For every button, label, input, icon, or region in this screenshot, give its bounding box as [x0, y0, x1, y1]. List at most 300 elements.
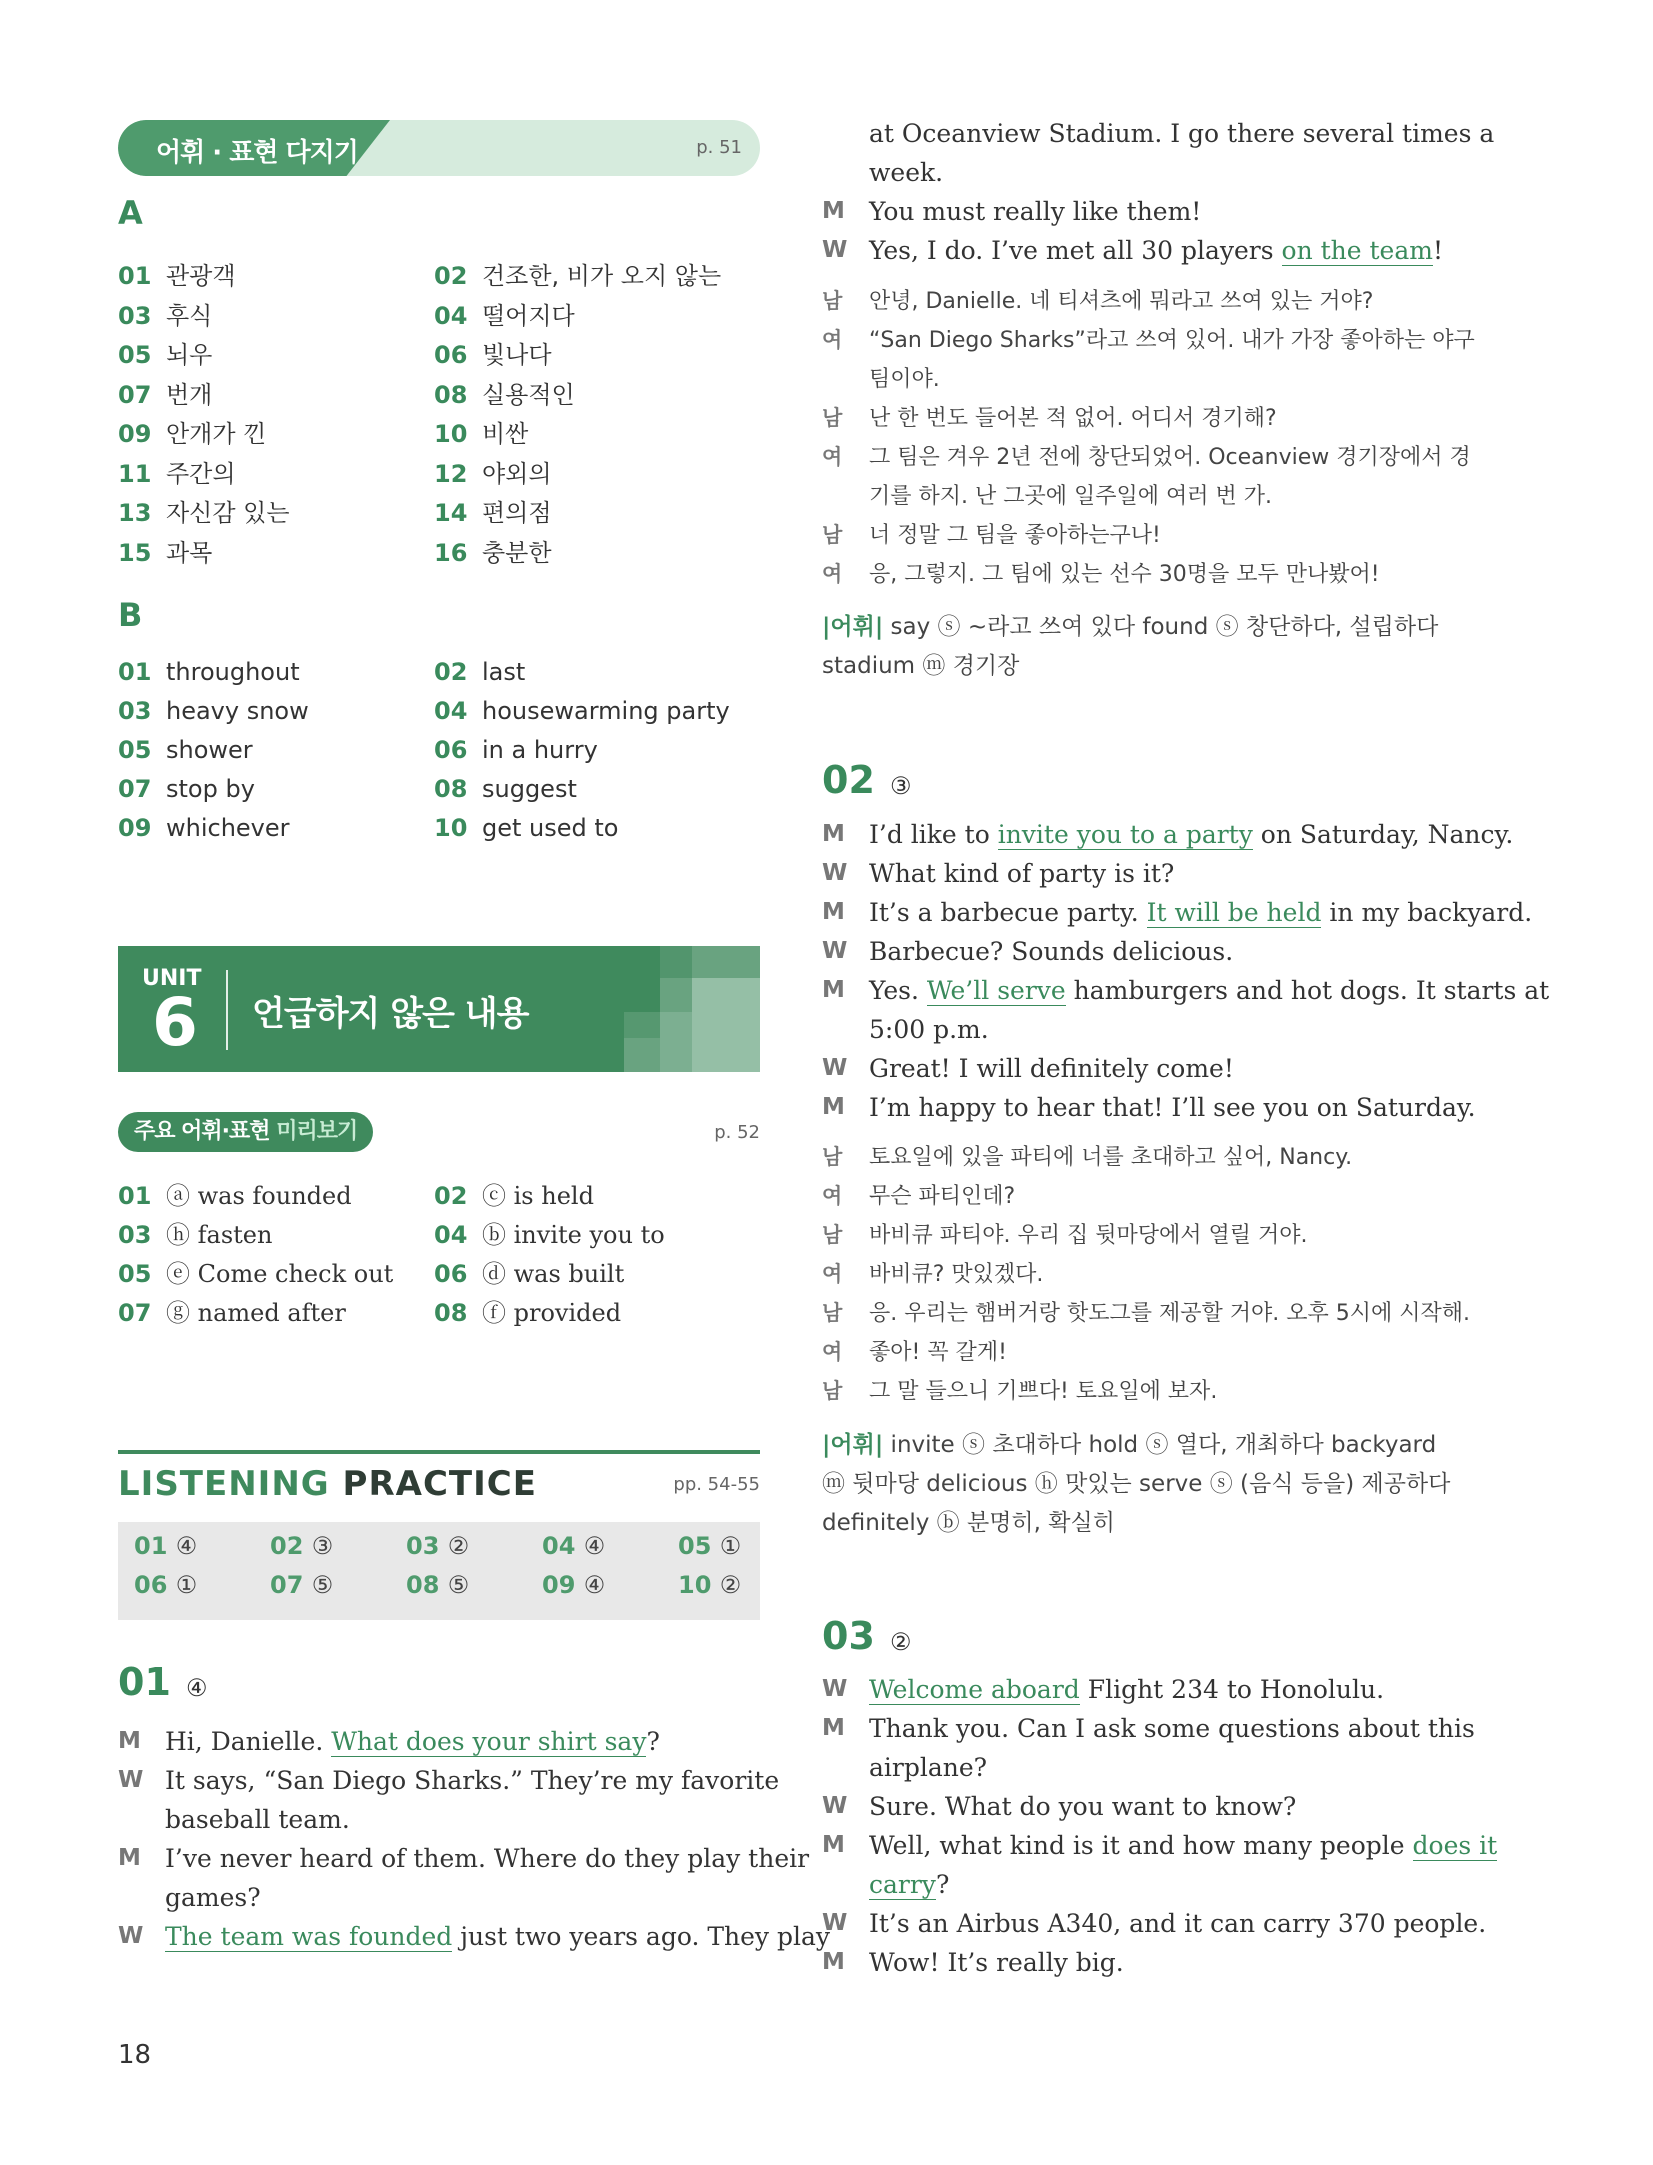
- list-item: [434, 697, 730, 725]
- answer-key-item: [542, 1532, 605, 1560]
- text-segment: !: [1432, 236, 1444, 265]
- item-number: 08: [434, 1299, 468, 1327]
- list-item: [434, 533, 552, 568]
- list-item: [434, 658, 525, 686]
- speaker-label: W: [822, 938, 848, 964]
- item-number: 13: [118, 499, 152, 527]
- item-text: 야외의: [482, 459, 552, 488]
- list-item: [118, 454, 236, 489]
- text-segment: Wow! It’s really big.: [869, 1948, 1124, 1977]
- answer-number: 05: [678, 1532, 720, 1560]
- line-text: 팀이야.: [869, 367, 940, 392]
- text-segment: just two years ago. They play: [452, 1922, 831, 1951]
- line-text: 바비큐? 맛있겠다.: [869, 1262, 1044, 1287]
- line-text: [869, 1748, 987, 1787]
- text-segment: It’s an Airbus A340, and it can carry 370 people.: [869, 1909, 1487, 1938]
- answer-choice: ④: [175, 1532, 198, 1560]
- line-text: [869, 815, 1513, 854]
- item-number: 03: [118, 697, 152, 725]
- preview-title-a: 주요 어휘·표현: [134, 1119, 277, 1144]
- speaker-label: 여: [822, 1262, 843, 1286]
- key-phrase: carry: [869, 1870, 936, 1899]
- answer-number: 01: [134, 1532, 176, 1560]
- line-text: [165, 1800, 350, 1839]
- question-01-answer: ④: [186, 1674, 208, 1702]
- unit-separator: [226, 970, 228, 1050]
- vocab-title-part-a: 어휘 · 표현: [156, 138, 286, 168]
- speaker-label: 여: [822, 328, 843, 352]
- answer-choice: ②: [719, 1571, 742, 1599]
- deco-square: [692, 946, 760, 978]
- item-text: 번개: [166, 380, 213, 409]
- answer-key-item: [542, 1571, 605, 1599]
- dialogue-line: [118, 1722, 764, 1761]
- item-number: 08: [434, 380, 468, 409]
- answer-key-item: [678, 1571, 741, 1599]
- list-item: [118, 736, 253, 764]
- question-02-number: 02: [822, 758, 875, 802]
- list-item: [434, 454, 552, 489]
- speaker-label: M: [118, 1845, 141, 1871]
- item-number: 03: [118, 301, 152, 330]
- speaker-label: 남: [822, 1301, 843, 1325]
- line-text: [869, 1088, 1476, 1127]
- question-03-answer: ②: [890, 1628, 912, 1656]
- question-02-vocab-2: ⓜ 뒷마당 delicious ⓗ 맛있는 serve ⓢ (음식 등을) 제공하다: [822, 1471, 1451, 1497]
- deco-square: [660, 978, 692, 1012]
- dialogue-line: [822, 231, 1468, 270]
- dialogue-line: [822, 1670, 1468, 1709]
- answer-choice: ①: [175, 1571, 198, 1599]
- speaker-label: 여: [822, 562, 843, 586]
- list-item: [434, 493, 552, 528]
- item-text: ⓕ provided: [482, 1299, 622, 1327]
- text-segment: games?: [165, 1883, 261, 1912]
- answer-choice: ⑤: [311, 1571, 334, 1599]
- answer-number: 07: [270, 1571, 312, 1599]
- key-phrase: What does your shirt say: [331, 1727, 647, 1756]
- speaker-label: M: [822, 1094, 845, 1120]
- answer-key-item: [270, 1532, 333, 1560]
- text-segment: It says, “San Diego Sharks.” They’re my favorite: [165, 1766, 780, 1795]
- speaker-label: M: [822, 899, 845, 925]
- list-item: [118, 775, 255, 803]
- vocab-text: invite ⓢ 초대하다 hold ⓢ 열다, 개최하다 backyard: [883, 1432, 1437, 1458]
- list-item: [118, 335, 212, 370]
- dialogue-line: [822, 1088, 1476, 1127]
- line-text: “San Diego Sharks”라고 쓰여 있어. 내가 가장 좋아하는 야구: [869, 328, 1475, 353]
- item-text: 빛나다: [482, 341, 552, 369]
- item-text: throughout: [166, 658, 300, 686]
- speaker-label: 남: [822, 406, 843, 430]
- translation-line: [822, 282, 1468, 321]
- speaker-label: W: [118, 1923, 144, 1949]
- dialogue-line: [822, 1865, 1468, 1904]
- translation-line: [822, 1333, 1468, 1372]
- answer-choice: ③: [311, 1532, 334, 1560]
- line-text: [869, 192, 1201, 231]
- translation-line: [822, 516, 1468, 555]
- line-text: 바비큐 파티야. 우리 집 뒷마당에서 열릴 거야.: [869, 1223, 1308, 1248]
- line-text: [869, 1865, 949, 1904]
- unit-number: 6: [152, 984, 198, 1061]
- item-text: 떨어지다: [482, 301, 575, 330]
- vocab-banner-title: [156, 132, 358, 169]
- item-text: ⓒ is held: [482, 1182, 594, 1210]
- text-segment: 5:00 p.m.: [869, 1015, 989, 1044]
- list-item: [118, 296, 212, 331]
- dialogue-line: [822, 1748, 1468, 1787]
- unit-title: 언급하지 않은 내용: [252, 994, 529, 1034]
- preview-title-b: 미리보기: [276, 1119, 358, 1144]
- list-item: [118, 1215, 272, 1250]
- list-item: [118, 697, 309, 725]
- item-number: 02: [434, 658, 468, 686]
- dialogue-line: [822, 1826, 1498, 1865]
- key-phrase: The team was founded: [165, 1922, 453, 1951]
- text-segment: You must really like them!: [869, 197, 1202, 226]
- line-text: [165, 1722, 660, 1761]
- item-number: 01: [118, 1182, 152, 1210]
- list-item: [434, 296, 575, 331]
- dialogue-line: [822, 971, 1550, 1010]
- list-item: [118, 658, 300, 686]
- speaker-label: M: [822, 977, 845, 1003]
- speaker-label: M: [822, 198, 845, 224]
- deco-square: [624, 1012, 660, 1038]
- text-segment: Great! I will definitely come!: [869, 1054, 1234, 1083]
- dialogue-line: [822, 192, 1468, 231]
- text-segment: Barbecue? Sounds delicious.: [869, 937, 1234, 966]
- dialogue-line: [822, 1709, 1475, 1748]
- speaker-label: 여: [822, 1184, 843, 1208]
- text-segment: Yes, I do. I’ve met all 30 players: [869, 236, 1282, 265]
- line-text: 응, 그렇지. 그 팀에 있는 선수 30명을 모두 만나봤어!: [869, 562, 1380, 587]
- vocab-page-ref: p. 51: [696, 137, 742, 158]
- item-text: 과목: [166, 538, 213, 567]
- item-text: whichever: [166, 814, 290, 842]
- speaker-label: 여: [822, 445, 843, 469]
- text-segment: Thank you. Can I ask some questions about this: [869, 1714, 1475, 1743]
- speaker-label: M: [822, 1715, 845, 1741]
- preview-page-ref: p. 52: [714, 1122, 760, 1143]
- question-02-vocab-3: definitely ⓑ 분명히, 확실히: [822, 1510, 1115, 1536]
- list-item: [118, 1254, 393, 1289]
- answer-key-box: [118, 1522, 760, 1620]
- text-segment: I’ve never heard of them. Where do they play their: [165, 1844, 810, 1873]
- item-text: 건조한, 비가 오지 않는: [482, 262, 722, 290]
- item-number: 14: [434, 499, 468, 527]
- text-segment: hamburgers and hot dogs. It starts at: [1065, 976, 1550, 1005]
- speaker-label: 남: [822, 289, 843, 313]
- question-01-number: 01: [118, 1660, 171, 1704]
- list-item: [118, 256, 236, 291]
- translation-line: [822, 477, 1468, 516]
- text-segment: I’m happy to hear that! I’ll see you on Saturday.: [869, 1093, 1476, 1122]
- list-item: [118, 1293, 346, 1328]
- dialogue-line: [118, 1800, 764, 1839]
- dialogue-line: [822, 1010, 1468, 1049]
- answer-choice: ②: [447, 1532, 470, 1560]
- line-text: 기를 하지. 난 그곳에 일주일에 여러 번 가.: [869, 484, 1272, 509]
- list-item: [118, 375, 212, 410]
- item-number: 02: [434, 1182, 468, 1210]
- text-segment: Yes.: [869, 976, 927, 1005]
- speaker-label: W: [822, 1055, 848, 1081]
- speaker-label: W: [118, 1767, 144, 1793]
- text-segment: in my backyard.: [1321, 898, 1533, 927]
- text-segment: baseball team.: [165, 1805, 350, 1834]
- question-01-vocab-2: stadium ⓜ 경기장: [822, 653, 1020, 679]
- list-item: [434, 1254, 624, 1289]
- item-number: 07: [118, 1299, 152, 1327]
- listening-title-a: LISTENING: [118, 1464, 330, 1504]
- translation-line: [822, 321, 1475, 360]
- key-phrase: does it: [1412, 1831, 1498, 1860]
- item-number: 07: [118, 380, 152, 409]
- item-number: 02: [434, 262, 468, 290]
- speaker-label: 남: [822, 1379, 843, 1403]
- line-text: 너 정말 그 팀을 좋아하는구나!: [869, 523, 1161, 548]
- line-text: 토요일에 있을 파티에 너를 초대하고 싶어, Nancy.: [869, 1145, 1353, 1170]
- list-item: [434, 335, 552, 370]
- vocab-text: say ⓢ ~라고 쓰여 있다 found ⓢ 창단하다, 설립하다: [883, 614, 1439, 640]
- speaker-label: M: [822, 1832, 845, 1858]
- text-segment: Sure. What do you want to know?: [869, 1792, 1297, 1821]
- answer-choice: ①: [719, 1532, 742, 1560]
- text-segment: on Saturday, Nancy.: [1252, 820, 1514, 849]
- item-number: 01: [118, 658, 152, 686]
- item-text: ⓖ named after: [166, 1299, 346, 1327]
- line-text: 좋아! 꼭 갈게!: [869, 1340, 1007, 1365]
- answer-number: 03: [406, 1532, 448, 1560]
- line-text: [869, 932, 1233, 971]
- line-text: [869, 1943, 1124, 1982]
- vocab-title-part-b: 다지기: [285, 138, 358, 168]
- text-segment: Hi, Danielle.: [165, 1727, 332, 1756]
- text-segment: week.: [869, 158, 944, 187]
- list-item: [434, 1215, 665, 1250]
- line-text: [869, 114, 1494, 153]
- text-segment: at Oceanview Stadium. I go there several times a: [869, 119, 1495, 148]
- speaker-label: M: [822, 821, 845, 847]
- item-text: 편의점: [482, 499, 552, 527]
- list-item: [118, 414, 266, 449]
- item-text: housewarming party: [482, 697, 730, 725]
- item-text: suggest: [482, 775, 577, 803]
- item-number: 01: [118, 262, 152, 290]
- speaker-label: W: [822, 860, 848, 886]
- dialogue-line: [118, 1761, 780, 1800]
- dialogue-line: [118, 1917, 831, 1956]
- item-number: 04: [434, 1221, 468, 1249]
- dialogue-line: [822, 815, 1514, 854]
- unit-banner: [118, 946, 760, 1072]
- item-text: shower: [166, 736, 253, 764]
- dialogue-line: [822, 932, 1468, 971]
- list-item: [434, 1293, 621, 1328]
- line-text: 그 말 들으니 기쁘다! 토요일에 보자.: [869, 1379, 1218, 1404]
- dialogue-line: [822, 1904, 1487, 1943]
- item-text: in a hurry: [482, 736, 598, 764]
- page-number: 18: [118, 2040, 152, 2070]
- text-segment: airplane?: [869, 1753, 988, 1782]
- speaker-label: M: [822, 1949, 845, 1975]
- listening-pages: pp. 54-55: [673, 1474, 760, 1495]
- speaker-label: W: [822, 237, 848, 263]
- line-text: [869, 1709, 1475, 1748]
- line-text: [165, 1839, 809, 1878]
- answer-key-item: [406, 1571, 469, 1599]
- question-02-vocab-1: [822, 1426, 1436, 1465]
- dialogue-line: [118, 1839, 810, 1878]
- item-text: 충분한: [482, 538, 552, 567]
- line-text: [869, 153, 943, 192]
- item-text: ⓐ was founded: [166, 1182, 352, 1210]
- speaker-label: 여: [822, 1340, 843, 1364]
- list-item: [434, 1176, 594, 1211]
- answer-key-item: [134, 1571, 197, 1599]
- list-item: [434, 256, 721, 291]
- key-phrase: It will be held: [1146, 898, 1322, 927]
- answer-number: 06: [134, 1571, 176, 1599]
- line-text: [869, 1670, 1384, 1709]
- answer-number: 02: [270, 1532, 312, 1560]
- translation-line: [822, 399, 1468, 438]
- translation-line: [822, 1372, 1468, 1411]
- key-phrase: invite you to a party: [997, 820, 1253, 849]
- dialogue-line: [822, 114, 1495, 153]
- key-phrase: We’ll serve: [926, 976, 1066, 1005]
- list-item: [434, 775, 577, 803]
- vocab-banner: [118, 120, 760, 176]
- item-number: 11: [118, 459, 152, 488]
- speaker-label: 남: [822, 523, 843, 547]
- dialogue-line: [822, 1943, 1468, 1982]
- line-text: 응. 우리는 햄버거랑 핫도그를 제공할 거야. 오후 5시에 시작해.: [869, 1301, 1470, 1326]
- answer-key-item: [406, 1532, 469, 1560]
- item-text: 자신감 있는: [166, 499, 290, 527]
- deco-square: [624, 1038, 660, 1072]
- listening-title: [118, 1464, 537, 1504]
- item-number: 08: [434, 775, 468, 803]
- line-text: [165, 1761, 779, 1800]
- line-text: [869, 893, 1532, 932]
- list-item: [118, 814, 290, 842]
- dialogue-line: [822, 153, 1468, 192]
- speaker-label: 남: [822, 1223, 843, 1247]
- list-item: [118, 1176, 352, 1211]
- deco-square: [660, 1012, 692, 1072]
- text-segment: What kind of party is it?: [869, 859, 1175, 888]
- item-text: 관광객: [166, 262, 236, 290]
- dialogue-line: [822, 854, 1468, 893]
- line-text: 그 팀은 겨우 2년 전에 창단되었어. Oceanview 경기장에서 경: [869, 445, 1471, 470]
- item-text: get used to: [482, 814, 619, 842]
- list-item: [434, 814, 618, 842]
- key-phrase: on the team: [1281, 236, 1433, 265]
- translation-line: [822, 1138, 1468, 1177]
- speaker-label: M: [118, 1728, 141, 1754]
- item-number: 09: [118, 814, 152, 842]
- item-number: 05: [118, 1260, 152, 1288]
- line-text: 안녕, Danielle. 네 티셔츠에 뭐라고 쓰여 있는 거야?: [869, 289, 1374, 314]
- text-segment: Well, what kind is it and how many people: [869, 1831, 1413, 1860]
- translation-line: [822, 1255, 1468, 1294]
- question-01-vocab-1: [822, 608, 1438, 647]
- item-text: 주간의: [166, 459, 236, 488]
- line-text: [869, 854, 1174, 893]
- line-text: [869, 1826, 1497, 1865]
- line-text: 난 한 번도 들어본 적 없어. 어디서 경기해?: [869, 406, 1277, 431]
- question-03-number: 03: [822, 1614, 875, 1658]
- part-b-label: B: [118, 596, 143, 634]
- item-number: 04: [434, 697, 468, 725]
- text-segment: ?: [646, 1727, 660, 1756]
- answer-choice: ④: [583, 1571, 606, 1599]
- list-item: [118, 493, 290, 528]
- item-text: 비싼: [482, 420, 529, 448]
- vocab-tag: |어휘|: [822, 614, 884, 640]
- text-segment: It’s a barbecue party.: [869, 898, 1147, 927]
- item-number: 10: [434, 420, 468, 448]
- line-text: [165, 1917, 830, 1956]
- listening-rule: [118, 1450, 760, 1454]
- listening-title-b: PRACTICE: [329, 1464, 537, 1504]
- item-number: 12: [434, 459, 468, 488]
- item-number: 16: [434, 538, 468, 567]
- item-number: 10: [434, 814, 468, 842]
- line-text: [869, 231, 1443, 270]
- answer-number: 04: [542, 1532, 584, 1560]
- item-number: 03: [118, 1221, 152, 1249]
- speaker-label: W: [822, 1910, 848, 1936]
- translation-line: [822, 555, 1468, 594]
- speaker-label: 남: [822, 1145, 843, 1169]
- translation-line: [822, 438, 1471, 477]
- item-text: 뇌우: [166, 341, 213, 369]
- speaker-label: W: [822, 1793, 848, 1819]
- item-number: 06: [434, 341, 468, 369]
- item-text: 후식: [166, 301, 213, 330]
- list-item: [118, 533, 212, 568]
- item-number: 05: [118, 736, 152, 764]
- item-text: stop by: [166, 775, 255, 803]
- line-text: [869, 1787, 1296, 1826]
- answer-key-item: [678, 1532, 741, 1560]
- item-text: 안개가 낀: [166, 420, 267, 448]
- answer-choice: ④: [583, 1532, 606, 1560]
- part-a-label: A: [118, 194, 143, 232]
- deco-square: [692, 978, 760, 1072]
- answer-key-item: [270, 1571, 333, 1599]
- line-text: [165, 1878, 261, 1917]
- answer-number: 09: [542, 1571, 584, 1599]
- answer-choice: ⑤: [447, 1571, 470, 1599]
- item-number: 06: [434, 1260, 468, 1288]
- text-segment: ?: [935, 1870, 950, 1899]
- key-phrase: Welcome aboard: [869, 1675, 1080, 1704]
- line-text: [869, 1010, 989, 1049]
- item-number: 05: [118, 341, 152, 369]
- deco-square: [660, 946, 692, 978]
- line-text: [869, 1904, 1486, 1943]
- text-segment: Flight 234 to Honolulu.: [1079, 1675, 1385, 1704]
- item-text: heavy snow: [166, 697, 309, 725]
- line-text: 무슨 파티인데?: [869, 1184, 1016, 1209]
- item-text: 실용적인: [482, 380, 575, 409]
- item-number: 09: [118, 420, 152, 448]
